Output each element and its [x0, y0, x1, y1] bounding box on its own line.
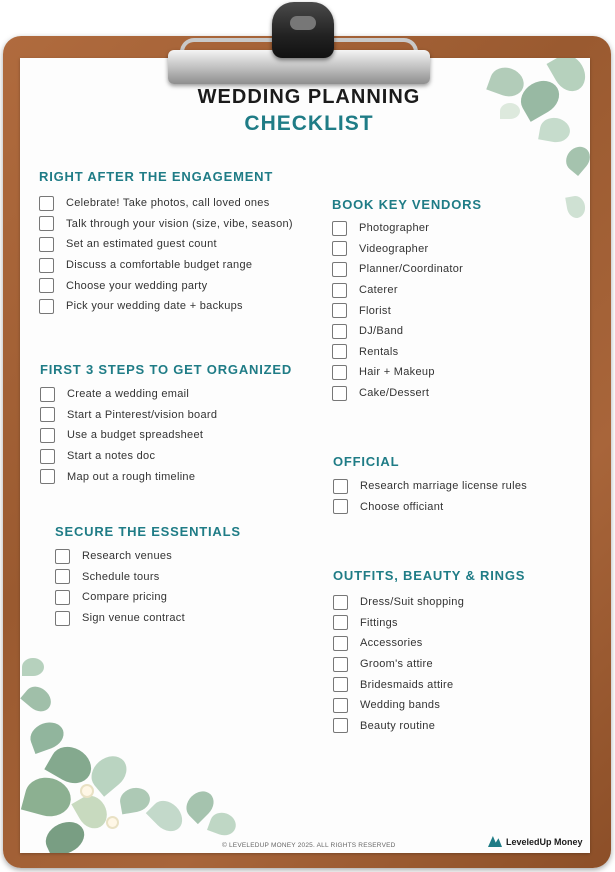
checklist-item-label: Set an estimated guest count — [66, 238, 217, 251]
checkbox[interactable] — [332, 386, 347, 401]
checkbox[interactable] — [332, 241, 347, 256]
checklist-item — [333, 476, 527, 497]
checklist-item — [55, 587, 185, 608]
checkbox[interactable] — [40, 469, 55, 484]
checklist-item-label: Photographer — [359, 222, 430, 235]
checklist-item — [332, 342, 463, 363]
list-official — [333, 476, 527, 517]
checkbox[interactable] — [333, 636, 348, 651]
checkbox[interactable] — [39, 196, 54, 211]
checklist-item-label: Fittings — [360, 616, 398, 629]
checklist-item — [39, 255, 293, 276]
checkbox[interactable] — [333, 479, 348, 494]
checklist-item-label: Videographer — [359, 242, 429, 255]
checklist-item — [55, 546, 185, 567]
checklist-item-label: Schedule tours — [82, 570, 160, 583]
checkbox[interactable] — [39, 258, 54, 273]
checklist-item-label: Wedding bands — [360, 699, 441, 712]
checklist-item-label: Compare pricing — [82, 591, 168, 604]
checkbox[interactable] — [332, 262, 347, 277]
checklist-item — [332, 239, 463, 260]
checklist-item-label: Research venues — [82, 550, 173, 563]
checklist-item — [332, 218, 463, 239]
checklist-item — [333, 695, 464, 716]
checklist-item-label: Dress/Suit shopping — [360, 596, 465, 609]
checklist-item-label: Start a notes doc — [67, 450, 156, 463]
checklist-item — [332, 300, 463, 321]
checkbox[interactable] — [333, 499, 348, 514]
list-essentials — [55, 546, 185, 628]
list-vendors — [332, 218, 463, 403]
checkbox[interactable] — [39, 216, 54, 231]
checkbox[interactable] — [333, 698, 348, 713]
section-heading-vendors: BOOK KEY VENDORS — [332, 197, 482, 212]
checklist-item-label: Start a Pinterest/vision board — [67, 408, 218, 421]
checkbox[interactable] — [39, 237, 54, 252]
checklist-item — [40, 446, 217, 467]
list-organized — [40, 384, 217, 487]
mountain-logo-icon — [488, 836, 502, 847]
checkbox[interactable] — [333, 718, 348, 733]
section-heading-engagement: RIGHT AFTER THE ENGAGEMENT — [39, 169, 274, 184]
section-heading-outfits: OUTFITS, BEAUTY & RINGS — [333, 568, 526, 583]
checkbox[interactable] — [39, 278, 54, 293]
checklist-item — [333, 654, 464, 675]
checklist-item-label: Beauty routine — [360, 719, 436, 732]
checklist-item-label: Celebrate! Take photos, call loved ones — [66, 197, 270, 210]
checklist-item-label: Choose your wedding party — [66, 279, 208, 292]
checklist-content — [20, 0, 598, 872]
checklist-item-label: Research marriage license rules — [360, 480, 528, 493]
section-heading-essentials: SECURE THE ESSENTIALS — [55, 524, 241, 539]
checkbox[interactable] — [332, 365, 347, 380]
checklist-item-label: Create a wedding email — [67, 388, 190, 401]
checkbox[interactable] — [333, 615, 348, 630]
checklist-item-label: Cake/Dessert — [359, 387, 430, 400]
checkbox[interactable] — [40, 407, 55, 422]
checkbox[interactable] — [40, 428, 55, 443]
checklist-item — [39, 234, 293, 255]
checklist-item — [333, 716, 464, 737]
checklist-item — [333, 633, 464, 654]
checkbox[interactable] — [40, 387, 55, 402]
checkbox[interactable] — [332, 221, 347, 236]
checklist-item — [332, 259, 463, 280]
checklist-item-label: Caterer — [359, 284, 398, 297]
checklist-item — [333, 592, 464, 613]
checklist-item-label: Accessories — [360, 637, 423, 650]
checklist-item-label: Pick your wedding date + backups — [66, 300, 243, 313]
checklist-item-label: Rentals — [359, 345, 399, 358]
checkbox[interactable] — [333, 595, 348, 610]
footer-copyright: © LEVELEDUP MONEY 2025. ALL RIGHTS RESERVED — [222, 842, 396, 849]
section-heading-official: OFFICIAL — [333, 454, 400, 469]
checklist-item — [40, 405, 217, 426]
checklist-item-label: Bridesmaids attire — [360, 678, 454, 691]
checkbox[interactable] — [332, 324, 347, 339]
checklist-item — [332, 362, 463, 383]
checklist-item-label: Florist — [359, 304, 392, 317]
checklist-item-label: Map out a rough timeline — [67, 470, 196, 483]
checklist-item — [55, 608, 185, 629]
brand-name: LeveledUp Money — [506, 836, 583, 847]
checklist-item-label: Planner/Coordinator — [359, 263, 464, 276]
section-heading-organized: FIRST 3 STEPS TO GET ORGANIZED — [40, 362, 293, 377]
checkbox[interactable] — [39, 299, 54, 314]
checklist-item — [39, 275, 293, 296]
checklist-item — [332, 321, 463, 342]
checklist-item — [332, 383, 463, 404]
list-outfits — [333, 592, 464, 736]
checklist-item — [333, 674, 464, 695]
checklist-item — [40, 425, 217, 446]
list-engagement — [39, 193, 293, 317]
checklist-item — [333, 613, 464, 634]
checkbox[interactable] — [333, 677, 348, 692]
checklist-item — [333, 497, 527, 518]
checkbox[interactable] — [55, 549, 70, 564]
checklist-item-label: Groom's attire — [360, 658, 433, 671]
title-line-1: WEDDING PLANNING — [197, 86, 421, 108]
checklist-item — [39, 214, 293, 235]
checklist-item-label: DJ/Band — [359, 325, 404, 338]
checklist-item — [332, 280, 463, 301]
checklist-item — [40, 466, 217, 487]
checkbox[interactable] — [55, 569, 70, 584]
checklist-item — [55, 567, 185, 588]
checkbox[interactable] — [55, 611, 70, 626]
checklist-item-label: Talk through your vision (size, vibe, season) — [66, 217, 293, 230]
checklist-item-label: Discuss a comfortable budget range — [66, 259, 253, 272]
checklist-item-label: Hair + Makeup — [359, 366, 435, 379]
checkbox[interactable] — [40, 449, 55, 464]
checklist-item — [39, 296, 293, 317]
checklist-item — [39, 193, 293, 214]
checkbox[interactable] — [332, 283, 347, 298]
checkbox[interactable] — [333, 657, 348, 672]
checkbox[interactable] — [332, 344, 347, 359]
checklist-item-label: Use a budget spreadsheet — [67, 429, 204, 442]
checkbox[interactable] — [332, 303, 347, 318]
checklist-item-label: Sign venue contract — [82, 612, 185, 625]
checklist-item — [40, 384, 217, 405]
checkbox[interactable] — [55, 590, 70, 605]
brand-logo — [488, 836, 583, 847]
checklist-item-label: Choose officiant — [360, 500, 444, 513]
title-line-2: CHECKLIST — [244, 112, 374, 135]
